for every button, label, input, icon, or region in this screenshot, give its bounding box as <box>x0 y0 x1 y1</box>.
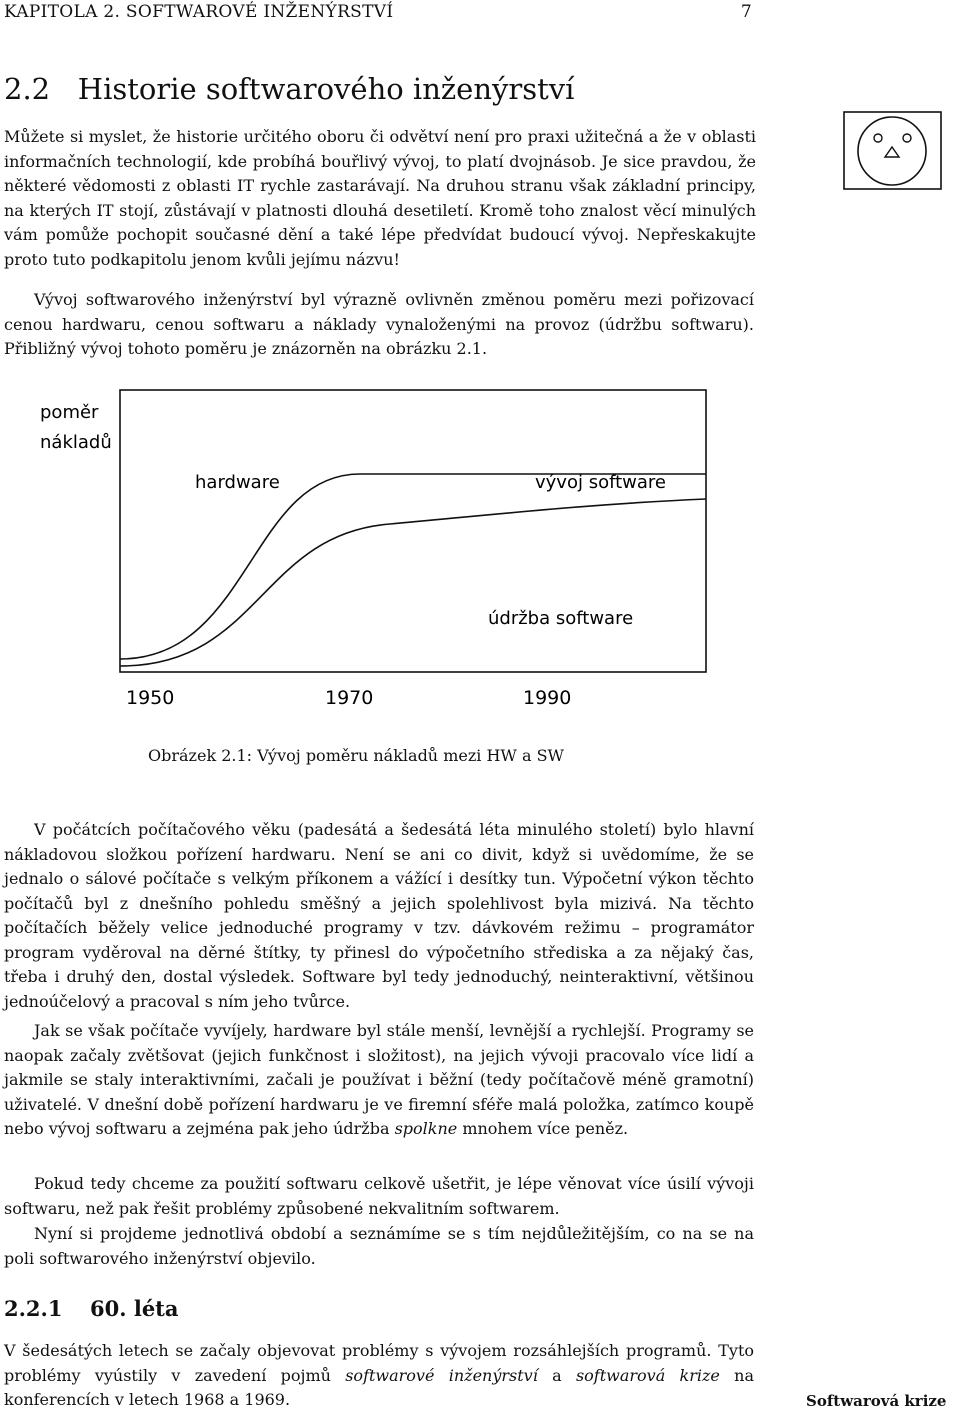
chapter-title: KAPITOLA 2. SOFTWAROVÉ INŽENÝRSTVÍ <box>4 2 394 22</box>
running-header <box>4 2 752 28</box>
page-number: 7 <box>740 2 752 22</box>
paragraph-text: a <box>537 1365 576 1385</box>
paragraph-text: Jak se však počítače vyvíjely, hardware byl stále menší, levnější a rychlejší. Programy se naopak začaly zvětšovat (jejich funkčnost i složitost), na jejich vývoji pracovalo více lidí a jakmile se staly interaktivními, začali je používat i běžní (tedy počítačově méně gramotní) uživatelé. V dnešní době pořízení hardwaru je ve firemní sféře malá položka, zatímco koupě nebo vývoj softwaru a zejména pak jeho údržba <box>4 1021 754 1138</box>
label-software-maintenance: údržba software <box>488 608 634 629</box>
figure-frame <box>120 390 706 672</box>
year-label: 1950 <box>126 687 175 709</box>
emphasis-text: softwarová krize <box>575 1365 720 1385</box>
section-heading <box>4 72 574 106</box>
figure-ylabel-line1: poměr <box>40 402 99 423</box>
intro-paragraph-2: Vývoj softwarového inženýrství byl výrazně ovlivněn změnou poměru mezi pořizovací cenou hardwaru, cenou softwaru a náklady vynaloženými na provoz (údržbu softwaru). Přibližný vývoj tohoto poměru je znázorněn na obrázku 2.1. <box>4 290 754 358</box>
subsection-number: 2.2.1 <box>4 1296 63 1321</box>
emphasis-text: spolkne <box>394 1119 458 1138</box>
year-label: 1990 <box>523 687 572 709</box>
body-paragraph-5: Pokud tedy chceme za použití softwaru celkově ušetřit, je lépe věnovat více úsilí vývoji softwaru, než pak řešit problémy způsobené nekvalitním softwarem. <box>4 1174 754 1218</box>
emphasis-text: softwarové inženýrství <box>345 1365 538 1385</box>
body-paragraph-3: V počátcích počítačového věku (padesátá a šedesátá léta minulého století) bylo hlavní nákladovou složkou pořízení hardwaru. Není se ani co divit, když si uvědomíme, že se jednalo o sálové počítače s velkým příkonem a vážící i desítky tun. Výpočetní výkon těchto počítačů byl z dnešního pohledu směšný a jejich spolehlivost byla mizivá. Na těchto počítačích běžely velice jednoduché programy v tzv. dávkovém režimu – programátor program vyděroval na děrné štítky, ty přinesl do výpočetního střediska a za nějaký čas, třeba i druhý den, dostal výsledek. Software byl tedy jednoduchý, neinteraktivní, většinou jednoúčelový a pracoval s ním jeho tvůrce. <box>4 820 754 1011</box>
figure-ylabel-line2: nákladů <box>40 432 112 453</box>
subsection-title: 60. léta <box>90 1296 179 1321</box>
margin-note: Softwarová krize <box>806 1392 947 1410</box>
section-number: 2.2 <box>4 72 51 106</box>
label-software-development: vývoj software <box>535 472 666 493</box>
body-paragraph-4 <box>4 1019 754 1142</box>
paragraph-text: V šedesátých letech se začaly objevovat problémy s vývojem rozsáhlejších programů. Tyto problémy vyústily v zavedení pojmů <box>4 1341 754 1385</box>
label-hardware: hardware <box>195 472 280 493</box>
figure-caption: Obrázek 2.1: Vývoj poměru nákladů mezi HW a SW <box>148 746 564 765</box>
year-label: 1970 <box>325 687 374 709</box>
paragraph-text: mnohem více peněz. <box>457 1119 629 1138</box>
subsection-paragraph <box>4 1339 754 1413</box>
figure-cost-ratio <box>30 384 730 724</box>
curve-hardware-dev <box>120 474 706 659</box>
smiley-icon <box>843 111 942 190</box>
paragraph-text: na konferencích v letech 1968 a 1969. <box>4 1365 754 1409</box>
section-title: Historie softwarového inženýrství <box>77 72 575 106</box>
curve-dev-maintenance <box>120 499 706 666</box>
subsection-heading <box>4 1296 179 1321</box>
body-paragraph-6: Nyní si projdeme jednotlivá období a seznámíme se s tím nejdůležitějším, co na se na poli softwarového inženýrství objevilo. <box>4 1224 754 1268</box>
intro-paragraph-1: Můžete si myslet, že historie určitého oboru či odvětví není pro praxi užitečná a že v oblasti informačních technologií, kde probíhá bouřlivý vývoj, to platí dvojnásob. Je sice pravdou, že některé vědomosti z oblasti IT rychle zastarávají. Na druhou stranu však základní principy, na kterých IT stojí, zůstávají v platnosti dlouhá desetiletí. Kromě toho znalost věcí minulých vám pomůže pochopit současné dění a také lépe předvídat budoucí vývoj. Nepřeskakujte proto tuto podkapitolu jenom kvůli jejímu názvu! <box>4 127 756 269</box>
